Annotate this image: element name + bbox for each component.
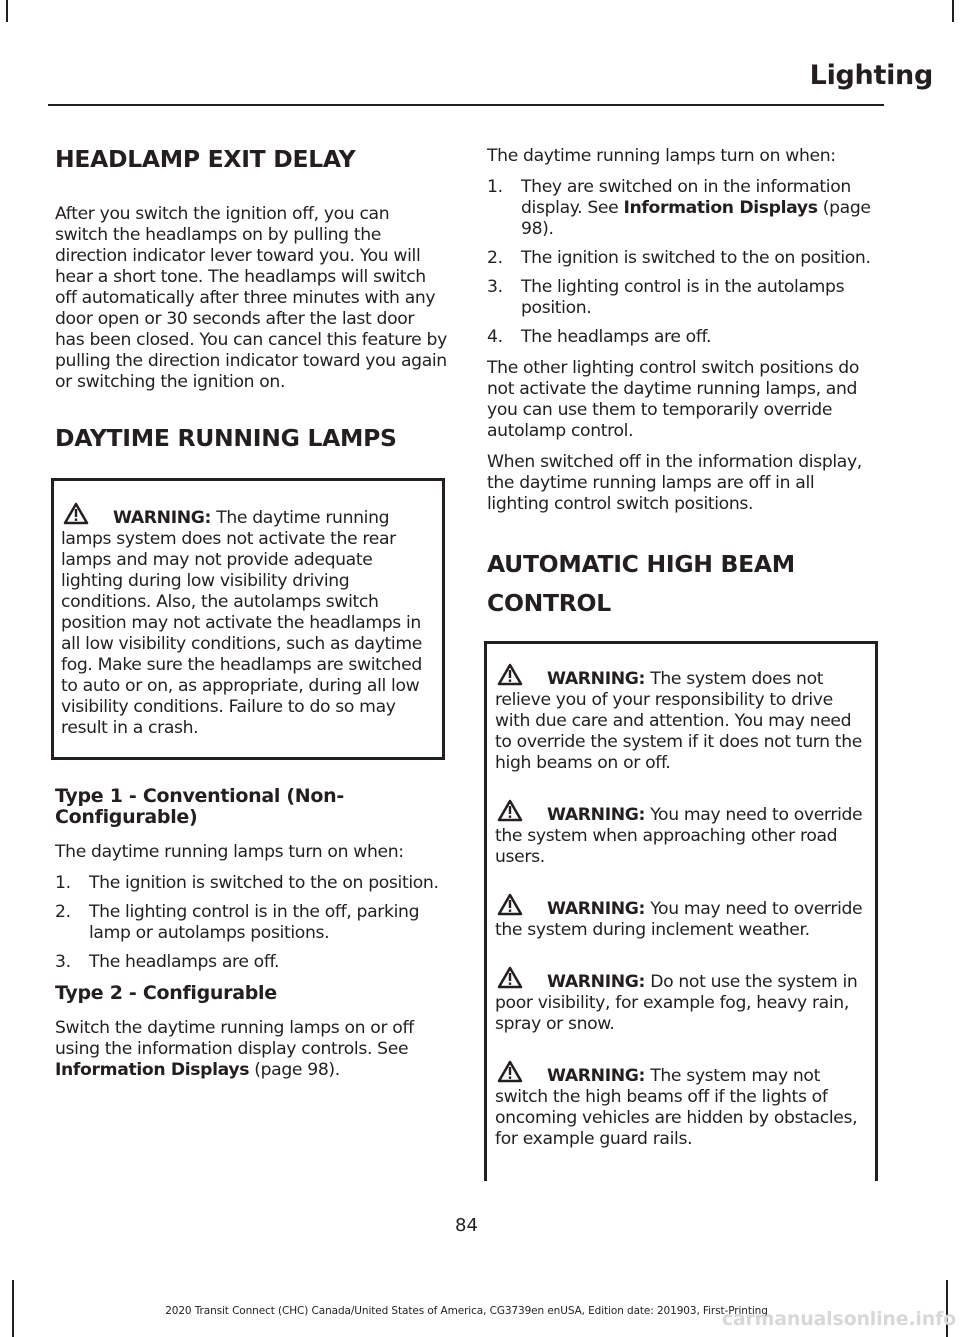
drl-intro: The daytime running lamps turn on when: — [487, 146, 836, 166]
headlamp-exit-delay-text: After you switch the ignition off, you can switch the headlamps on by pulling the direction indicator lever toward you. You will hear a short tone. The headlamps will switch off automatically after three minutes with any door open or 30 seconds after the last door has been closed. You can cancel this feature by pulling the direction indicator toward you again or switching the ignition on. — [55, 204, 447, 392]
warning — [495, 798, 869, 868]
warning — [495, 965, 869, 1035]
warning-label: WARNING: — [547, 805, 646, 825]
edition-note: 2020 Transit Connect (CHC) Canada/United States of America, CG3739en enUSA, Edition date: 201903, First-Printing — [165, 1305, 768, 1317]
switched-off-text: When switched off in the information display, the daytime running lamps are off in all lighting control switch positions. — [487, 452, 862, 514]
warning-box — [484, 641, 878, 1181]
list-item: 2. The ignition is switched to the on position. — [487, 248, 871, 268]
type-1-list — [55, 873, 447, 973]
warning-text: The system does not relieve you of your responsibility to drive with due care and attention. You may need to override the system if it does not turn the high beams on or off. — [495, 669, 862, 773]
crop-mark — [6, 0, 8, 22]
warning-label: WARNING: — [113, 508, 212, 528]
page-number: 84 — [455, 1215, 478, 1236]
right-column — [487, 146, 879, 1181]
section-heading-daytime-running-lamps: DAYTIME RUNNING LAMPS — [55, 424, 397, 452]
warning-icon — [495, 798, 547, 822]
warning-label: WARNING: — [547, 1066, 646, 1086]
list-item: 2. The lighting control is in the off, parking lamp or autolamps positions. — [55, 902, 420, 943]
drl-list — [487, 177, 879, 348]
warning-text: The system may not switch the high beams off if the lights of oncoming vehicles are hidden by obstacles, for example guard rails. — [495, 1066, 858, 1149]
list-item: 4. The headlamps are off. — [487, 327, 712, 347]
cross-reference-link[interactable]: Information Displays — [55, 1060, 250, 1080]
warning-text: The daytime running lamps system does not activate the rear lamps and may not provide adequate lighting during low visibility driving conditions. Also, the autolamps switch position may not activate the headlamps in all low visibility conditions, such as daytime fog. Make sure the headlamps are switched to auto or on, as appropriate, during all low visibility conditions. Failure to do so may result in a crash. — [61, 508, 422, 738]
warning-icon — [495, 662, 547, 686]
warning-label: WARNING: — [547, 899, 646, 919]
warning — [495, 892, 869, 941]
type-2-text: Switch the daytime running lamps on or off using the information display controls. See Information Displays (page 98). — [55, 1018, 414, 1080]
left-column — [55, 144, 447, 1091]
subheading-type-1: Type 1 - Conventional (Non-Configurable) — [55, 785, 344, 828]
other-positions-text: The other lighting control switch positions do not activate the daytime running lamps, and you can use them to temporarily override autolamp control. — [487, 358, 860, 441]
warning-box — [51, 478, 445, 760]
warning-icon — [495, 1059, 547, 1083]
warning-label: WARNING: — [547, 972, 646, 992]
list-item: 1. They are switched on in the information display. See Information Displays (page 98). — [487, 177, 871, 239]
header-divider — [48, 104, 884, 106]
subheading-type-2: Type 2 - Configurable — [55, 982, 277, 1004]
warning — [495, 662, 869, 774]
list-item: 3. The lighting control is in the autolamps position. — [487, 277, 845, 318]
warning-text: Do not use the system in poor visibility, for example fog, heavy rain, spray or snow. — [495, 972, 858, 1034]
watermark: carmanualsonline.info — [721, 1308, 956, 1330]
warning-icon — [495, 965, 547, 989]
warning-text: You may need to override the system when approaching other road users. — [495, 805, 863, 867]
warning-icon — [495, 892, 547, 916]
list-item: 1. The ignition is switched to the on position. — [55, 873, 439, 893]
warning — [61, 501, 436, 739]
warning — [495, 1059, 869, 1150]
section-heading-headlamp-exit-delay: HEADLAMP EXIT DELAY — [55, 145, 356, 173]
type-1-intro: The daytime running lamps turn on when: — [55, 842, 404, 862]
cross-reference-link[interactable]: Information Displays — [623, 198, 818, 218]
page-title: Lighting — [809, 60, 933, 91]
list-item: 3. The headlamps are off. — [55, 952, 280, 972]
warning-label: WARNING: — [547, 669, 646, 689]
crop-mark — [952, 0, 954, 22]
warning-icon — [61, 501, 113, 525]
section-heading-automatic-high-beam: AUTOMATIC HIGH BEAM CONTROL — [487, 550, 795, 617]
warning-text: You may need to override the system during inclement weather. — [495, 899, 863, 940]
